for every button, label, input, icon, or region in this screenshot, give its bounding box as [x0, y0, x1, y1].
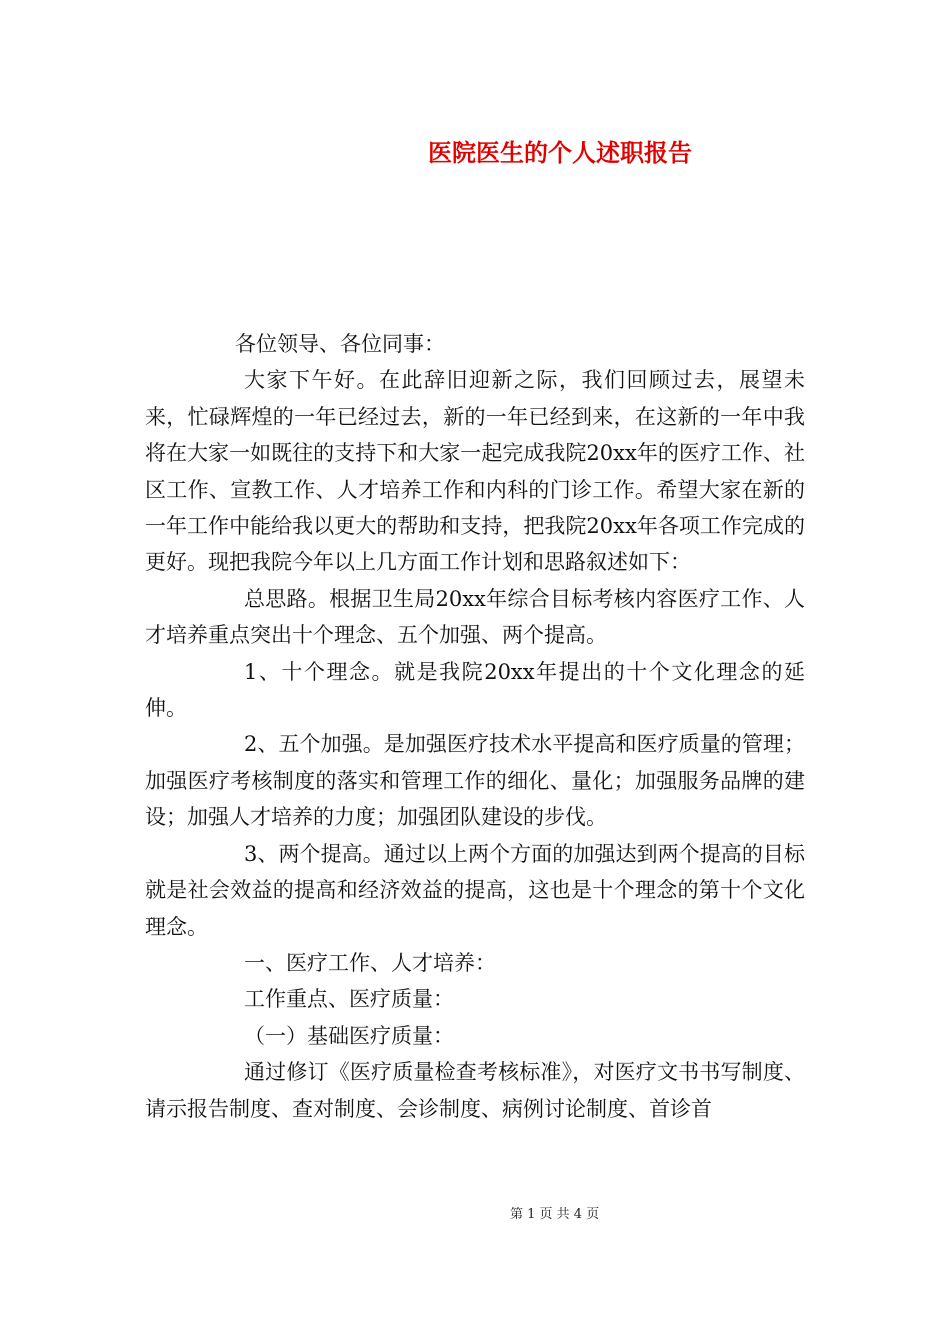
subsection-heading: （一）基础医疗质量： [244, 1023, 454, 1048]
document-title: 医院医生的个人述职报告 [428, 138, 692, 167]
page-footer: 第 1 页 共 4 页 [510, 1207, 600, 1222]
body-paragraph: 2、五个加强。是加强医疗技术水平提高和医疗质量的管理；加强医疗考核制度的落实和管理工作的细化、量化；加强服务品牌的建设；加强人才培养的力度；加强团队建设的步伐。 [145, 732, 805, 830]
body-paragraph: 1、十个理念。就是我院20xx年提出的十个文化理念的延伸。 [145, 659, 805, 721]
subsection-heading: 工作重点、医疗质量： [244, 987, 454, 1012]
body-paragraph: 通过修订《医疗质量检查考核标准》，对医疗文书书写制度、请示报告制度、查对制度、会诊制度、病例讨论制度、首诊首 [145, 1060, 805, 1121]
body-paragraph: 总思路。根据卫生局20xx年综合目标考核内容医疗工作、人才培养重点突出十个理念、五个加强、两个提高。 [145, 586, 805, 648]
salutation-paragraph: 各位领导、各位同事： [235, 332, 445, 356]
section-heading: 一、医疗工作、人才培养： [244, 950, 496, 975]
body-paragraph: 大家下午好。在此辞旧迎新之际，我们回顾过去，展望未来，忙碌辉煌的一年已经过去，新的一年已经到来，在这新的一年中我将在大家一如既往的支持下和大家一起完成我院20xx年的医疗工作、社区工作、宣教工作、人才培养工作和内科的门诊工作。希望大家在新的一年工作中能给我以更大的帮助和支持，把我院20xx年各项工作完成的更好。现把我院今年以上几方面工作计划和思路叙述如下： [145, 368, 805, 575]
body-paragraph: 3、两个提高。通过以上两个方面的加强达到两个提高的目标就是社会效益的提高和经济效益的提高，这也是十个理念的第十个文化理念。 [145, 841, 805, 939]
document-body [145, 326, 805, 1127]
